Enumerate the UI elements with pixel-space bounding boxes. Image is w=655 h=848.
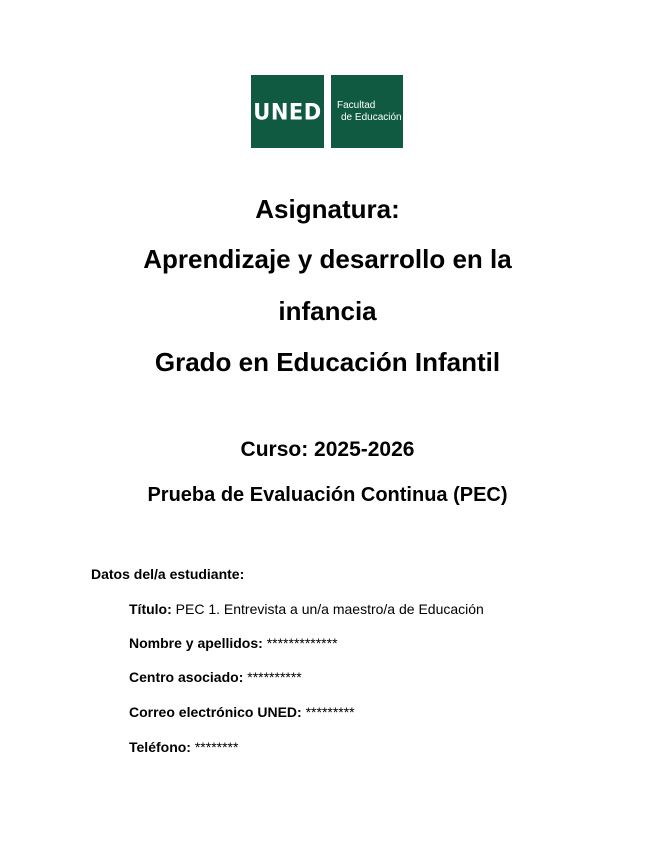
logo-faculty-box — [331, 75, 403, 148]
field-phone — [129, 739, 238, 755]
field-name-value: ************* — [266, 635, 338, 651]
subject-label: Asignatura: — [255, 194, 400, 224]
field-center-value: ********** — [247, 669, 302, 685]
field-email — [129, 704, 355, 720]
subject-name-line1: Aprendizaje y desarrollo en la — [143, 244, 512, 274]
uned-logo — [251, 75, 403, 148]
field-email-value: ********* — [305, 704, 355, 720]
field-phone-value: ******** — [194, 739, 239, 755]
logo-wordmark: UNED — [253, 98, 322, 125]
field-title-label: Título: — [129, 601, 172, 617]
student-data-label: Datos del/a estudiante: — [91, 566, 245, 582]
field-center — [129, 669, 302, 685]
field-center-label: Centro asociado: — [129, 669, 244, 685]
logo-faculty-line2: de Educación — [341, 111, 402, 123]
field-title-value: PEC 1. Entrevista a un/a maestro/a de Educación — [175, 601, 484, 617]
field-email-label: Correo electrónico UNED: — [129, 704, 302, 720]
field-name — [129, 635, 338, 651]
course-year: Curso: 2025-2026 — [240, 438, 415, 461]
subject-name-line2: infancia — [278, 296, 377, 326]
logo-wordmark-box — [251, 75, 324, 148]
field-title — [129, 601, 484, 617]
logo-faculty-line1: Facultad — [337, 99, 376, 111]
degree-title: Grado en Educación Infantil — [154, 347, 501, 377]
field-phone-label: Teléfono: — [129, 739, 191, 755]
assessment-title: Prueba de Evaluación Continua (PEC) — [147, 484, 508, 506]
field-name-label: Nombre y apellidos: — [129, 635, 263, 651]
